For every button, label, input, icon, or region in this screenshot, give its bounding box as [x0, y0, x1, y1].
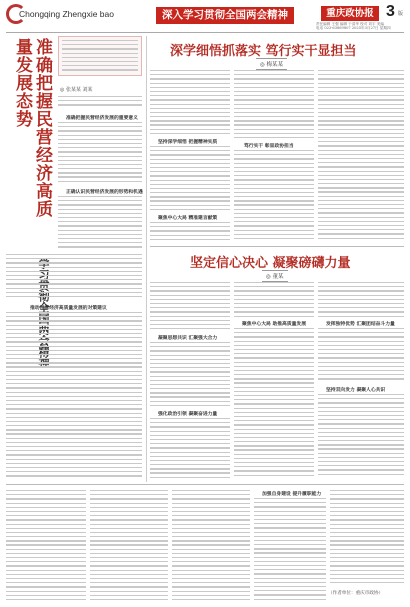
body-text [234, 282, 314, 318]
left-article-lead-box [58, 36, 142, 76]
article-2-subhead-2: 强化政治引领 凝聚奋进力量 [158, 411, 218, 417]
article-2-byline: ◎ 董某 [262, 270, 288, 282]
page-header [6, 4, 404, 30]
body-text [318, 282, 404, 318]
body-text [150, 282, 230, 332]
meta-line: 电话 023-63869807 2025年3月27日 星期四 [316, 26, 391, 30]
body-text [58, 96, 142, 112]
body-text [90, 490, 168, 602]
column-banner: 深入学习贯彻全国两会精神 [156, 7, 294, 24]
article-divider [150, 246, 404, 247]
body-text [234, 328, 314, 478]
body-text [150, 418, 230, 480]
lower-divider [6, 484, 404, 485]
masthead: 重庆政协报 [321, 6, 379, 21]
article-1-subhead-2: 聚焦中心大局 精准建言献策 [158, 215, 218, 221]
paper-name-en: Chongqing Zhengxie bao [19, 9, 114, 19]
body-text [318, 328, 404, 384]
article-1-subhead-3: 笃行实干 彰显政协担当 [244, 143, 294, 149]
body-text [6, 312, 142, 480]
article-1-byline: ◎ 梅某某 [256, 58, 287, 70]
lead-text [62, 40, 138, 74]
header-rule [6, 32, 404, 33]
body-text [318, 70, 404, 242]
body-text [150, 222, 230, 242]
body-text [172, 490, 250, 602]
left-subhead-3: 推动民营经济高质量发展的对策建议 [30, 305, 107, 311]
left-article-title: 准确把握民营经济高质量发展态势 [12, 38, 52, 218]
author-note: （作者单位：重庆市政协） [328, 591, 384, 596]
body-text [6, 254, 142, 302]
body-text [58, 122, 142, 186]
article-1-title: 深学细悟抓落实 笃行实干显担当 [170, 44, 357, 59]
meta-line: 责任编辑 王强 编辑 于清华 校对 刘宇 美编 [316, 22, 384, 26]
left-subhead-2: 正确认识民营经济发展的形势和机遇 [66, 189, 143, 195]
body-text [150, 342, 230, 408]
left-subhead-1: 准确把握民营经济发展的重要意义 [66, 115, 138, 121]
body-text [6, 490, 86, 602]
left-article-byline: ◎ 张某某 刘某 [60, 87, 93, 93]
article-2-subhead-6: 加强自身建设 提升履职能力 [262, 491, 322, 497]
body-text [150, 70, 230, 136]
article-1-subhead-1: 坚持深学细悟 把握精神实质 [158, 139, 218, 145]
edition-meta [316, 22, 404, 30]
article-2-subhead-4: 发挥独特优势 汇聚团结奋斗力量 [326, 321, 395, 327]
body-text [318, 394, 404, 478]
body-text [234, 70, 314, 140]
left-article-title-block [8, 38, 52, 228]
body-text [58, 196, 142, 250]
page-number: 3 [386, 3, 395, 20]
body-text [150, 146, 230, 212]
article-2-title: 坚定信心决心 凝聚磅礴力量 [190, 256, 351, 271]
body-text [254, 498, 326, 602]
page-label: 版 [398, 11, 404, 17]
column-divider [146, 36, 147, 482]
article-2-subhead-3: 聚焦中心大局 助推高质量发展 [242, 321, 307, 327]
body-text [330, 490, 404, 588]
article-2-subhead-1: 凝聚思想共识 汇聚强大合力 [158, 335, 218, 341]
article-2-subhead-5: 坚持双向发力 凝聚人心共识 [326, 387, 386, 393]
body-text [234, 150, 314, 242]
